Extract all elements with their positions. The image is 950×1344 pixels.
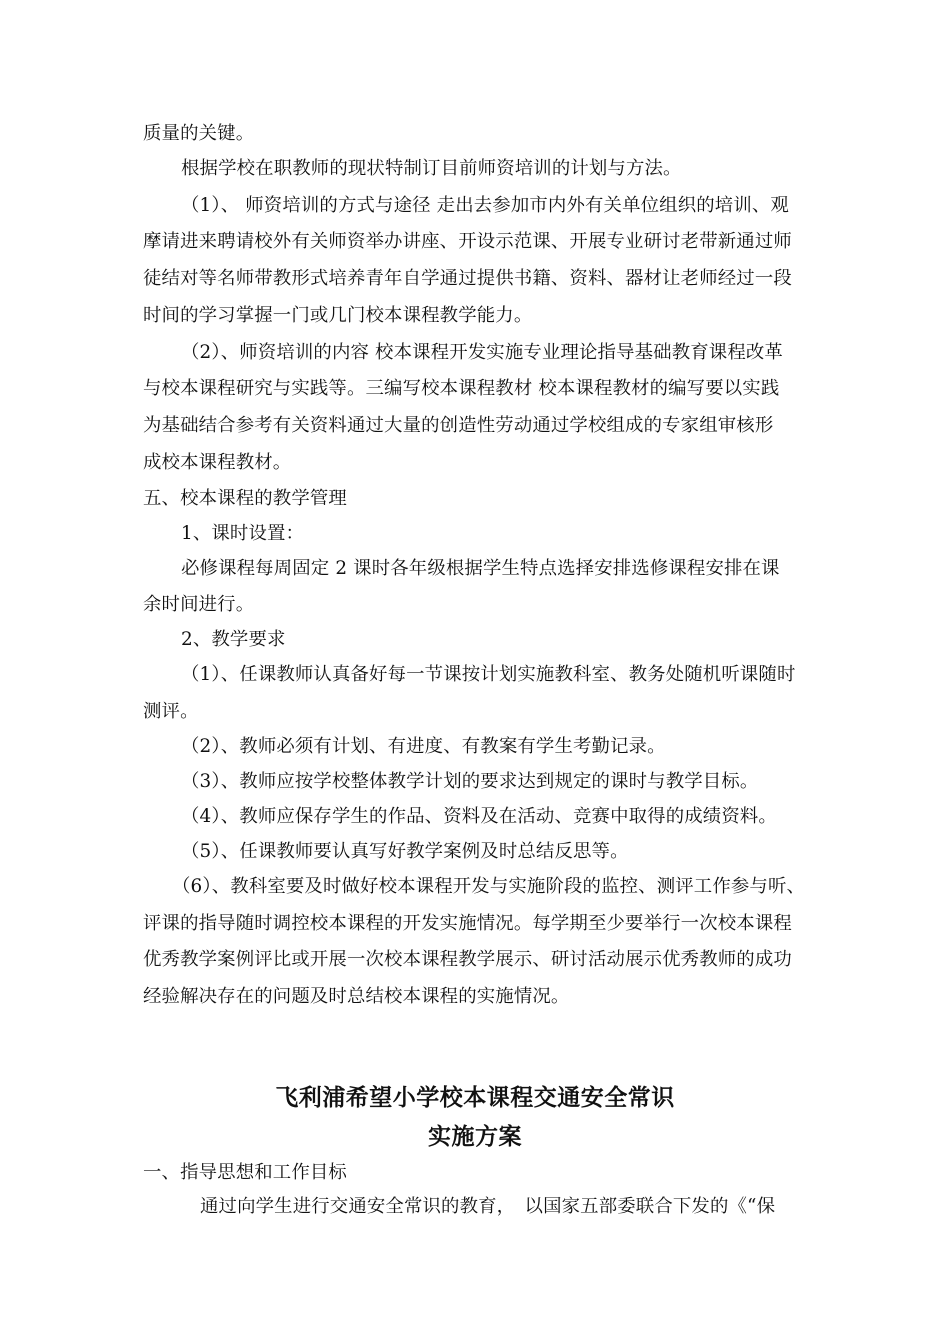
subsection-heading: 1、课时设置： xyxy=(181,523,305,544)
paragraph-line: 通过向学生进行交通安全常识的教育， 以国家五部委联合下发的《“保 xyxy=(200,1196,776,1217)
paragraph-line: （6）、教科室要及时做好校本课程开发与实施阶段的监控、测评工作参与听、 xyxy=(172,876,806,897)
paragraph-line: 与校本课程研究与实践等。三编写校本课程教材 校本课程教材的编写要以实践 xyxy=(143,378,780,399)
paragraph-line: （2）、师资培训的内容 校本课程开发实施专业理论指导基础教育课程改革 xyxy=(181,342,783,363)
paragraph-line: 必修课程每周固定 2 课时各年级根据学生特点选择安排选修课程安排在课 xyxy=(181,558,780,579)
document-title: 飞利浦希望小学校本课程交通安全常识 xyxy=(275,1084,675,1111)
paragraph-line: 测评。 xyxy=(143,701,199,722)
subsection-heading: 2、教学要求 xyxy=(181,629,286,650)
paragraph-line: 优秀教学案例评比或开展一次校本课程教学展示、研讨活动展示优秀教师的成功 xyxy=(143,949,792,970)
paragraph-line: 摩请进来聘请校外有关师资举办讲座、开设示范课、开展专业研讨老带新通过师 xyxy=(143,231,792,252)
paragraph-line: 根据学校在职教师的现状特制订目前师资培训的计划与方法。 xyxy=(181,158,682,179)
paragraph-line: （3）、教师应按学校整体教学计划的要求达到规定的课时与教学目标。 xyxy=(181,771,759,792)
paragraph-line: 质量的关键。 xyxy=(143,123,255,144)
paragraph-line: （5）、任课教师要认真写好教学案例及时总结反思等。 xyxy=(181,841,629,862)
paragraph-line: 评课的指导随时调控校本课程的开发实施情况。每学期至少要举行一次校本课程 xyxy=(143,913,792,934)
paragraph-line: 经验解决存在的问题及时总结校本课程的实施情况。 xyxy=(143,986,570,1007)
paragraph-line: 成校本课程教材。 xyxy=(143,452,292,473)
document-subtitle: 实施方案 xyxy=(428,1123,522,1150)
paragraph-line: 为基础结合参考有关资料通过大量的创造性劳动通过学校组成的专家组审核形 xyxy=(143,415,774,436)
paragraph-line: 时间的学习掌握一门或几门校本课程教学能力。 xyxy=(143,305,533,326)
paragraph-line: （4）、教师应保存学生的作品、资料及在活动、竞赛中取得的成绩资料。 xyxy=(181,806,777,827)
section-heading: 五、校本课程的教学管理 xyxy=(143,488,347,509)
section-heading: 一、指导思想和工作目标 xyxy=(143,1162,347,1183)
paragraph-line: 余时间进行。 xyxy=(143,594,255,615)
paragraph-line: （1）、任课教师认真备好每一节课按计划实施教科室、教务处随机听课随时 xyxy=(181,664,796,685)
paragraph-line: （1）、 师资培训的方式与途径 走出去参加市内外有关单位组织的培训、观 xyxy=(181,195,789,216)
paragraph-line: （2）、教师必须有计划、有进度、有教案有学生考勤记录。 xyxy=(181,736,666,757)
paragraph-line: 徒结对等名师带教形式培养青年自学通过提供书籍、资料、器材让老师经过一段 xyxy=(143,268,792,289)
